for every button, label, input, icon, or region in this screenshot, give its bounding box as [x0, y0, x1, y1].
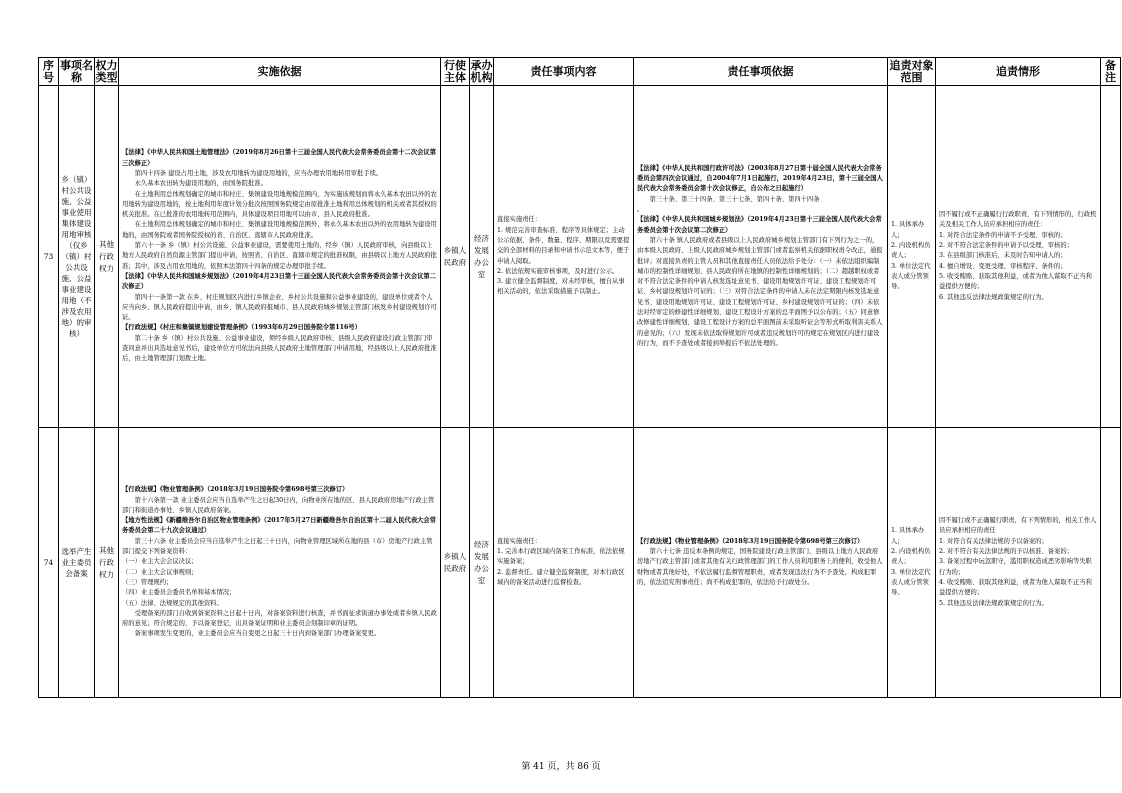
cell-org: 经济发展办公室: [470, 86, 494, 428]
paragraph: 2. 对不符合有关法律法规的予以核准、备案的；: [939, 548, 1073, 556]
paragraph: 在土地利用总体规划确定的城市和村庄、集镇建设用地规模范围外，将永久基本农田以外的农用地转为建设用地的，由国务院或者国务院授权的省、自治区、直辖市人民政府批准。: [122, 221, 437, 239]
header-responsibility: 责任事项内容: [494, 58, 634, 86]
header-seq: 序号: [39, 58, 59, 86]
cell-responsibility-basis: [634, 428, 888, 698]
cell-accountability-scope: [888, 428, 936, 698]
paragraph: 【行政法规】《物业管理条例》（2018年3月19日国务院令第698号第三次修订）: [122, 486, 349, 494]
paragraph: 1. 具体承办人；: [891, 221, 925, 239]
paragraph: 1. 完善本行政区域内备案工作标准，依法依规实施备案；: [497, 548, 625, 566]
paragraph: 因不履行或不正确履行职责，有下列情形的，相关工作人员应承担相应的责任: [939, 517, 1097, 535]
paragraph: 【地方性法规】《新疆维吾尔自治区物业管理条例》（2017年5月27日新疆维吾尔自治区第十二届人民代表大会常务委员会第二十九次会议通过）: [122, 517, 437, 535]
cell-item-name: 乡（镇）村公共设施、公益事业使用集体建设用地审核（仅乡（镇）村公共设施、公益事业建设用地（不涉及农用地）的审核）: [59, 86, 95, 428]
cell-responsibility: [494, 86, 634, 428]
paragraph: 直接实施责任：: [497, 216, 542, 224]
paragraph: 因不履行或不正确履行行政职责，有下列情形的，行政机关及相关工作人员应承担相应的责任：: [939, 211, 1097, 229]
paragraph: 永久基本农田转为建设用地的，由国务院批准。: [134, 180, 267, 188]
power-list-table: [38, 57, 1121, 698]
header-subject: 行使主体: [441, 58, 470, 86]
paragraph: 5. 收受贿赂、获取其他利益，或者为他人谋取不正当利益提供方便的；: [939, 272, 1092, 291]
paragraph: 3. 单位法定代表人或分管领导。: [891, 262, 931, 291]
cell-responsibility-basis: [634, 86, 888, 428]
paragraph: 2. 内设机构负责人；: [891, 548, 931, 566]
paragraph: 第三十条、第三十四条、第三十七条、第四十条、第四十四条: [649, 195, 820, 203]
paragraph: 第二十条 乡（镇）村公共设施、公益事业建设，须经乡级人民政府审核、县级人民政府建设行政主管部门审查同意并出具选址意见书后，建设单位方可依法向县级人民政府土地管理部门申请用地，经县级以上人民政府批准后，由土地管理部门划拨土地。: [122, 334, 437, 363]
paragraph: 第六十七条 违反本条例的规定，国务院建设行政主管部门、县级以上地方人民政府房地产行政主管部门或者其他有关行政管理部门的工作人员利用职务上的便利，收受他人财物或者其他好处，不依法履行监督管理职责，或者发现违法行为不予查处，构成犯罪的，依法追究刑事责任；尚不构成犯罪的，依法给予行政处分。: [637, 548, 883, 586]
header-accountability-circumstances: 追责情形: [936, 58, 1101, 86]
paragraph: 。: [637, 206, 644, 214]
cell-item-name: 选举产生业主委员会备案: [59, 428, 95, 698]
paragraph: 2. 对不符合法定条件的申请予以受理、审核的；: [939, 242, 1073, 250]
cell-accountability-scope: [888, 86, 936, 428]
paragraph: 5. 其他违反法律法规政策规定的行为。: [939, 599, 1048, 607]
paragraph: 受理备案的部门自收到备案资料之日起十日内，对备案资料进行核查，并书面征求街道办事处或者乡镇人民政府的意见；符合规定的，予以备案登记，出具备案证明和业主委员会刻制印章的证明。: [122, 609, 437, 628]
header-org: 承办机构: [470, 58, 493, 84]
paragraph: 直接实施责任：: [497, 537, 542, 545]
cell-basis: [119, 86, 441, 428]
paragraph: 备案事项发生变更的，业主委员会应当自变更之日起三十日内到备案部门办理备案变更。: [134, 630, 381, 638]
header-remark: 备注: [1101, 58, 1121, 86]
header-accountability-scope: 追责对象范围: [889, 58, 934, 84]
paragraph: 第三十六条 业主委员会应当自选举产生之日起三十日内，向物业管理区域所在地的县（市）房地产行政主管部门提交下列备案资料：: [122, 537, 433, 556]
cell-accountability-circumstances: [936, 86, 1101, 428]
paragraph: （二）业主大会议事规则；: [122, 568, 198, 576]
cell-org: 经济发展办公室: [470, 428, 494, 698]
cell-remark: [1101, 86, 1121, 428]
paragraph: 【法律】《中华人民共和国城乡规划法》（2019年4月23日第十三届全国人民代表大会常务委员会第十次会议第二次修正）: [122, 272, 437, 291]
paragraph: 第十六条第一款 业主委员会应当自选举产生之日起30日内，向物业所在地的区、县人民政府房地产行政主管部门和街道办事处、乡镇人民政府备案。: [122, 496, 435, 514]
paragraph: 【法律】《中华人民共和国城乡规划法》（2019年4月23日第十三届全国人民代表大会常务委员会第十次会议第二次修正）: [637, 216, 882, 234]
paragraph: 1. 对符合有关法律法规的予以备案的；: [939, 537, 1048, 545]
paragraph: 【行政法规】《村庄和集镇规划建设管理条例》（1993年6月29日国务院令第116号）: [122, 324, 362, 332]
paragraph: （一）业主大会会议决议；: [122, 558, 198, 566]
paragraph: （四）业主委员会委员名单和基本情况；: [122, 589, 236, 597]
header-item-name: 事项名称: [60, 58, 93, 84]
paragraph: 第四十四条 建设占用土地，涉及农用地转为建设用地的，应当办理农用地转用审批手续。: [134, 169, 383, 177]
header-row: [39, 58, 1121, 86]
page-footer: 第 41 页，共 86 页: [521, 762, 601, 772]
paragraph: （五）法律、法规规定的其他资料。: [122, 599, 223, 607]
cell-accountability-circumstances: [936, 428, 1101, 698]
paragraph: 4. 擅自增设、变更受理、审核程序、条件的；: [939, 262, 1067, 270]
cell-seq: 74: [39, 428, 59, 698]
paragraph: 【行政法规】《物业管理条例》（2018年3月19日国务院令第698号第三次修订）: [637, 537, 864, 545]
cell-seq: 73: [39, 86, 59, 428]
paragraph: 1. 具体承办人；: [891, 527, 925, 545]
header-basis: 实施依据: [119, 58, 441, 86]
cell-responsibility: [494, 428, 634, 698]
paragraph: 3. 单位法定代表人或分管领导。: [891, 568, 931, 597]
paragraph: 2. 监督责任。建立健全监督制度，对本行政区域内的备案活动进行监督检查。: [497, 568, 625, 586]
paragraph: 3. 备案过程中玩忽职守，滥用职权造成恶劣影响等失职行为的；: [939, 558, 1092, 576]
table-row: [39, 428, 1121, 698]
paragraph: 【法律】《中华人民共和国土地管理法》（2019年8月26日第十三届全国人民代表大会常务委员会第十二次会议第三次修正）: [122, 149, 437, 167]
paragraph: 2. 内设机构负责人；: [891, 242, 931, 260]
paragraph: （三）管理规约；: [122, 578, 173, 586]
paragraph: 【法律】《中华人民共和国行政许可法》（2003年8月27日第十届全国人民代表大会常务委员会第四次会议通过，自2004年7月1日起施行，2019年4月23日，第十三届全国人民代表大会常务委员会第十次会议修正，自公布之日起施行）: [637, 164, 883, 193]
paragraph: 6. 其他违反法律法规政策规定的行为。: [939, 293, 1048, 301]
paragraph: 4. 收受贿赂、获取其他利益，或者为他人谋取不正当利益提供方便的；: [939, 578, 1092, 597]
paragraph: 第六十一条 乡（镇）村公共设施、公益事业建设，需要使用土地的，经乡（镇）人民政府审核，向县级以上地方人民政府自然资源主管部门提出申请，按照省、自治区、直辖市规定的批准权限，由县级以上地方人民政府批准；其中，涉及占用农用地的，依照本法第四十四条的规定办理审批手续。: [122, 242, 437, 270]
cell-power-type: 其他行政权力: [95, 428, 119, 698]
paragraph: 第四十一条第一款 在乡、村庄规划区内进行乡镇企业、乡村公共设施和公益事业建设的，建设单位或者个人应当向乡、镇人民政府提出申请，由乡、镇人民政府报城市、县人民政府城乡规划主管部门核发乡村建设规划许可证。: [122, 293, 437, 322]
paragraph: 在土地利用总体规划确定的城市和村庄、集镇建设用地规模范围内，为实施该规划而将永久基本农田以外的农用地转为建设用地的，按土地利用年度计划分批次按照国务院规定由原批准土地利用总体规划的机关或者其授权的机关批准。在已批准的农用地转用范围内，具体建设项目用地可以由市、县人民政府批准。: [122, 190, 437, 219]
cell-subject: 乡镇人民政府: [441, 86, 470, 428]
paragraph: 3. 建立健全监督制度，对未经审核，擅自从事相关活动的，依法采取措施予以制止。: [497, 278, 625, 296]
paragraph: 1. 对符合法定条件的申请不予受理、审核的；: [939, 231, 1067, 239]
header-power-type: 权力类型: [95, 58, 118, 84]
paragraph: 3. 在县级部门核准后，未及时告知申请人的；: [939, 252, 1067, 260]
paragraph: 1. 规范完善审查标准、程序等具体规定；主动公示依据、条件、数量、程序、期限以及需要提交的全部材料的目录和申请书示范文本等，便于申请人阅取。: [497, 226, 630, 265]
table-row: [39, 86, 1121, 428]
header-responsibility-basis: 责任事项依据: [634, 58, 888, 86]
cell-basis: [119, 428, 441, 698]
cell-power-type: 其他行政权力: [95, 86, 119, 428]
paragraph: 2. 依法依规实施审核事项，及时进行公示。: [497, 267, 619, 275]
paragraph: 第六十条 镇人民政府或者县级以上人民政府城乡规划主管部门有下列行为之一的，由本级人民政府、上级人民政府城乡规划主管部门或者监察机关依据职权责令改正，通报批评；对直接负责的主管人员和其他直接责任人员依法给予处分：（一）未依法组织编制城市的控制性详细规划、县人民政府所在地镇的控制性详细规划的；（二）超越职权或者对不符合法定条件的申请人核发选址意见书、建设用地规划许可证、建设工程规划许可证、乡村建设规划许可证的；（三）对符合法定条件的申请人未在法定期限内核发选址意见书、建设用地规划许可证、建设工程规划许可证、乡村建设规划许可证的；（四）未依法对经审定的修建性详细规划、建设工程设计方案的总平面图予以公布的；（五）同意修改修建性详细规划、建设工程设计方案的总平面图前未采取听证会等形式听取利害关系人的意见的；（六）发现未依法取得规划许可或者违反规划许可的规定在规划区内进行建设的行为，而不予查处或者接到举报后不依法处理的。: [637, 236, 883, 347]
cell-subject: 乡镇人民政府: [441, 428, 470, 698]
cell-remark: [1101, 428, 1121, 698]
